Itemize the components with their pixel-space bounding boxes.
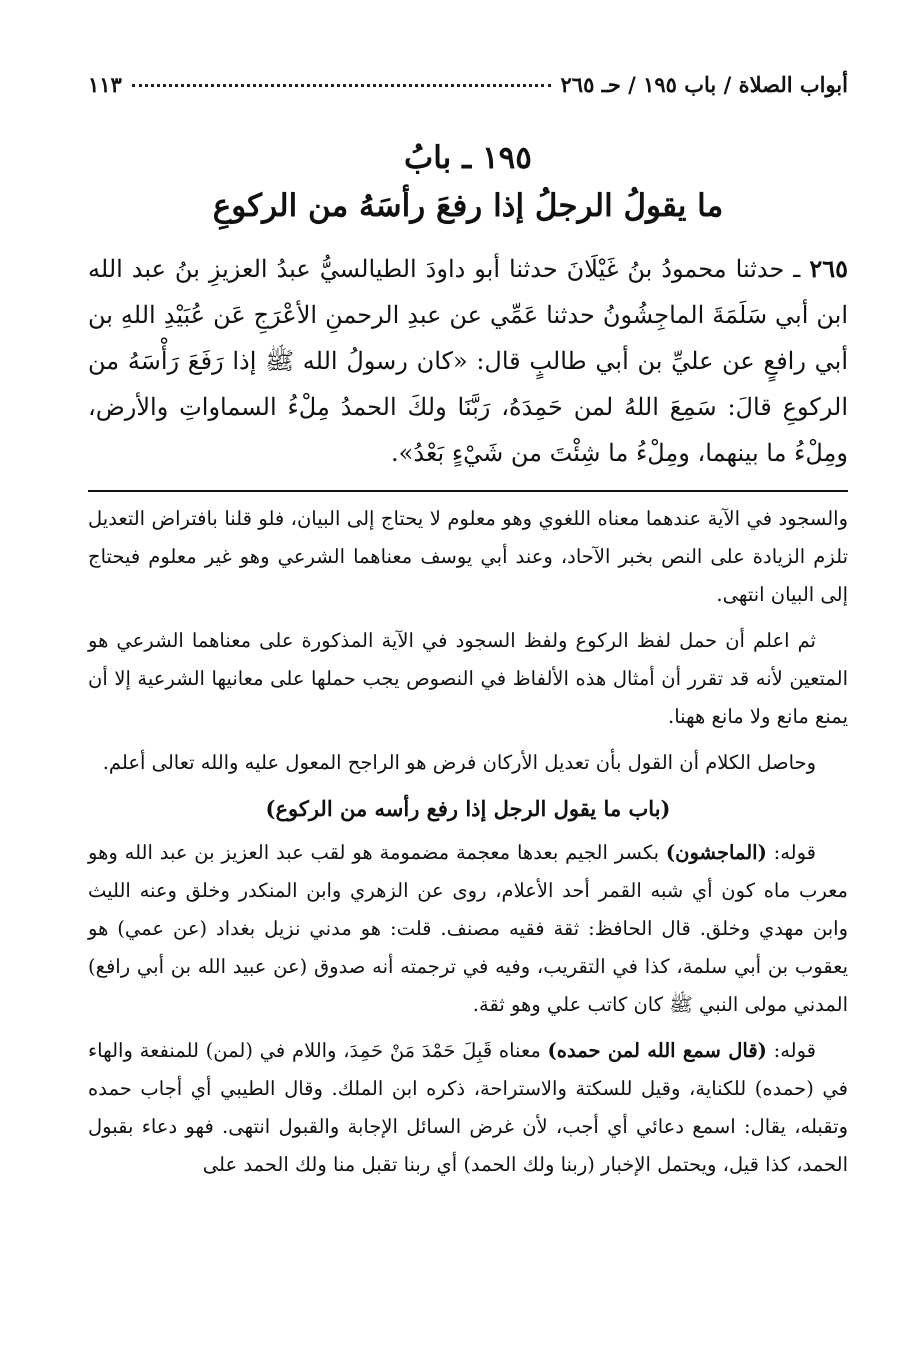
- commentary-paragraph: [88, 834, 848, 1024]
- hadith-body: ـ حدثنا محمودُ بنُ غَيْلَانَ حدثنا أبو داودَ الطيالسيُّ عبدُ العزيزِ بنُ عبد الله ابن أبي سَلَمَةَ الماجِشُونُ حدثنا عَمِّي عن عبدِ الرحمنِ الأعْرَجِ عَن عُبَيْدِ اللهِ بن أبي رافعٍ عن عليِّ بن أبي طالبٍ قال: «كان رسولُ الله ﷺ إذا رَفَعَ رَأْسَهُ من الركوعِ قالَ: سَمِعَ اللهُ لمن حَمِدَهُ، رَبَّنَا ولكَ الحمدُ مِلْءُ السماواتِ والأرض، ومِلْءُ ما بينهما، ومِلْءُ ما شِئْتَ من شَيْءٍ بَعْدُ».: [88, 255, 848, 467]
- commentary-section-heading: (باب ما يقول الرجل إذا رفع رأسه من الركوع): [265, 796, 671, 821]
- book-page: [88, 72, 848, 1192]
- gloss-lead: قوله:: [766, 1039, 816, 1062]
- leader-dots: [132, 84, 551, 87]
- page-number: ١١٣: [88, 72, 122, 97]
- chapter-title: ما يقولُ الرجلُ إذا رفعَ رأسَهُ من الركوعِ: [212, 188, 724, 224]
- hadith-text: [88, 246, 848, 476]
- gloss-text: معناه قَبِلَ حَمْدَ مَنْ حَمِدَ، واللام في (لمن) للمنفعة والهاء في (حمده) للكناية، وقيل للسكتة والاستراحة، ذكره ابن الملك. وقال الطيبي أي أجاب حمده وتقبله، يقال: اسمع دعائي أي أجب، لأن غرض السائل الإجابة والقبول انتهى. فهو دعاء بقبول الحمد، كذا قيل، ويحتمل الإخبار (ربنا ولك الحمد) أي ربنا تقبل منا ولك الحمد على: [88, 1039, 848, 1176]
- commentary-paragraph: ثم اعلم أن حمل لفظ الركوع ولفظ السجود في الآية المذكورة على معناهما الشرعي هو المتعين لأنه قد تقرر أن أمثال هذه الألفاظ في النصوص يجب حملها على معانيها الشرعية إلا أن يمنع مانع ولا مانع ههنا.: [88, 629, 848, 728]
- footnote-separator: [88, 490, 848, 492]
- commentary: [88, 500, 848, 1184]
- commentary-paragraph: وحاصل الكلام أن القول بأن تعديل الأركان فرض هو الراجح المعول عليه والله تعالى أعلم.: [102, 751, 816, 774]
- hadith-number: ٢٦٥: [809, 254, 848, 283]
- gloss-lead: قوله:: [766, 841, 816, 864]
- running-header-title: أبواب الصلاة / باب ١٩٥ / حـ ٢٦٥: [560, 72, 848, 97]
- chapter-number: ١٩٥ ـ بابُ: [404, 140, 532, 176]
- gloss-text: بكسر الجيم بعدها معجمة مضمومة هو لقب عبد العزيز بن عبد الله وهو معرب ماه كون أي شبه القمر أحد الأعلام، روى عن الزهري وابن المنكدر وخلق وعنه الليث وابن مهدي وخلق. قال الحافظ: ثقة فقيه مصنف. قلت: هو مدني نزيل بغداد (عن عمي) هو يعقوب بن أبي سلمة، كذا في التقريب، وفيه في ترجمته أنه صدوق (عن عبيد الله بن أبي رافع) المدني مولى النبي ﷺ كان كاتب علي وهو ثقة.: [88, 841, 848, 1016]
- commentary-paragraph: والسجود في الآية عندهما معناه اللغوي وهو معلوم لا يحتاج إلى البيان، فلو قلنا بافتراض التعديل تلزم الزيادة على النص بخبر الآحاد، وعند أبي يوسف معناهما الشرعي وهو غير معلوم فيحتاج إلى البيان انتهى.: [88, 507, 848, 606]
- commentary-paragraph: [88, 1032, 848, 1184]
- running-header: [88, 72, 848, 106]
- gloss-term: (الماجشون): [665, 841, 767, 864]
- gloss-term: (قال سمع الله لمن حمده): [547, 1039, 767, 1062]
